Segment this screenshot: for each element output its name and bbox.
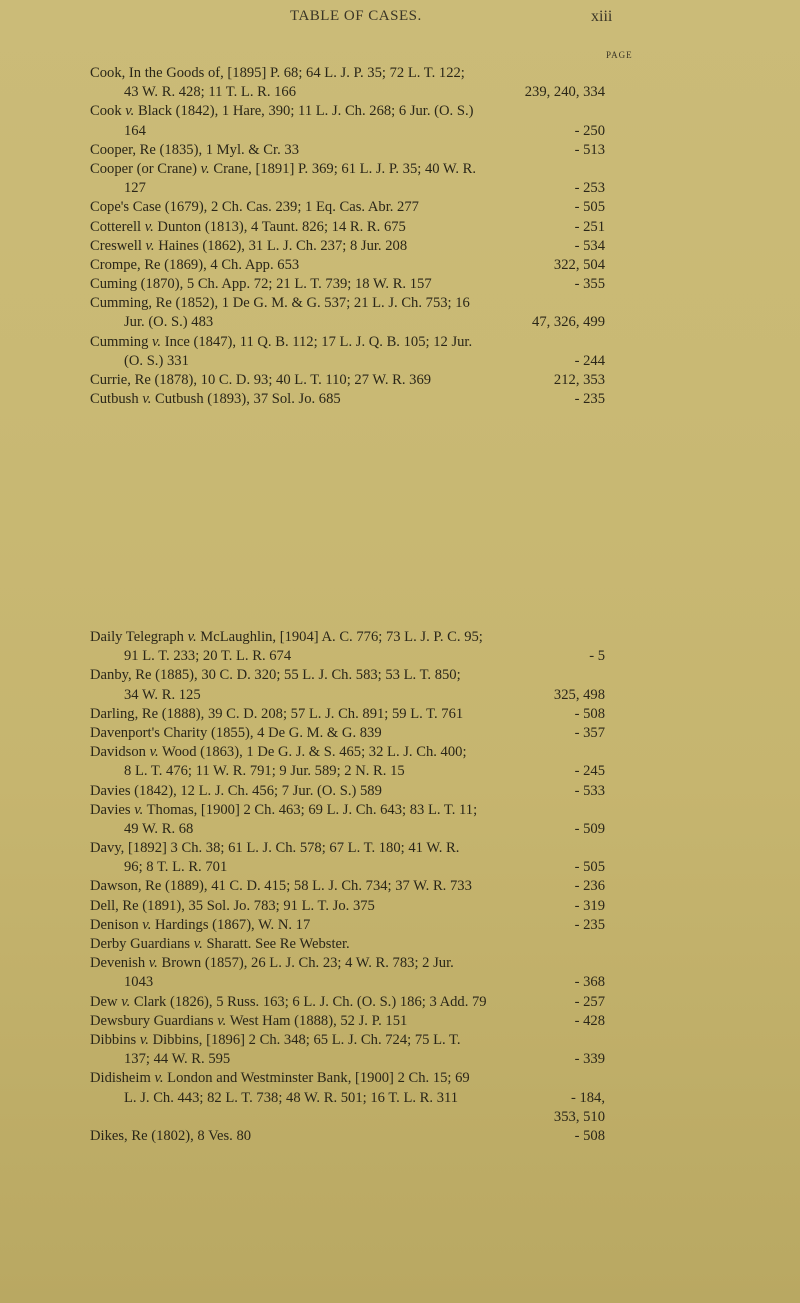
page-reference: - 508 — [574, 1127, 605, 1144]
case-citation-line — [90, 993, 605, 1012]
case-citation-line — [90, 724, 605, 743]
running-title: TABLE OF CASES. — [290, 8, 422, 24]
case-entry — [90, 801, 605, 839]
page-reference: - 235 — [574, 391, 605, 408]
case-citation-line — [90, 390, 605, 409]
case-entry — [90, 275, 605, 294]
case-citation-line — [90, 371, 605, 390]
citation-text: Denison v. Hardings (1867), W. N. 17 — [90, 916, 311, 933]
page-reference: - 339 — [574, 1051, 605, 1068]
case-citation-line — [90, 1031, 600, 1050]
citation-text: Davy, [1892] 3 Ch. 38; 61 L. J. Ch. 578; 67 L. T. 180; 41 W. R. — [90, 840, 460, 857]
case-citation-line — [90, 256, 605, 275]
case-citation-line — [90, 333, 600, 352]
case-entry — [90, 333, 605, 371]
page-reference: - 257 — [574, 993, 605, 1010]
case-citation-continuation — [90, 762, 605, 781]
citation-text: Didisheim v. London and Westminster Bank, [1900] 2 Ch. 15; 69 — [90, 1070, 470, 1087]
case-entry — [90, 839, 605, 877]
case-citation-continuation — [90, 83, 605, 102]
page-reference: - 355 — [574, 276, 605, 293]
case-entry — [90, 218, 605, 237]
citation-text: Cutbush v. Cutbush (1893), 37 Sol. Jo. 685 — [90, 391, 341, 408]
running-head — [0, 8, 800, 32]
page-column-label: PAGE — [606, 50, 633, 60]
citation-text: Currie, Re (1878), 10 C. D. 93; 40 L. T. 110; 27 W. R. 369 — [90, 372, 432, 388]
case-citation-continuation — [90, 122, 605, 141]
citation-text: Dew v. Clark (1826), 5 Russ. 163; 6 L. J. Ch. (O. S.) 186; 3 Add. 79 — [90, 993, 487, 1010]
case-entry — [90, 160, 605, 198]
case-citation-line — [90, 839, 600, 858]
page-reference: - 250 — [574, 122, 605, 139]
case-citation-continuation — [90, 1108, 605, 1127]
citation-text: Crompe, Re (1869), 4 Ch. App. 653 — [90, 256, 300, 273]
citation-text: Cooper (or Crane) v. Crane, [1891] P. 369; 61 L. J. P. 35; 40 W. R. — [90, 160, 477, 177]
citation-text: Dikes, Re (1802), 8 Ves. 80 — [90, 1127, 252, 1144]
case-entry — [90, 237, 605, 256]
case-entry — [90, 897, 605, 916]
case-citation-line — [90, 954, 600, 973]
page-reference: 353, 510 — [553, 1108, 605, 1125]
case-citation-line — [90, 294, 600, 313]
case-citation-line — [90, 705, 605, 724]
case-citation-line — [90, 897, 605, 916]
page-reference: - 508 — [574, 705, 605, 722]
page-reference: 212, 353 — [553, 372, 605, 388]
case-entry — [90, 724, 605, 743]
page-reference: - 357 — [574, 724, 605, 741]
case-citation-line — [90, 141, 605, 160]
page-reference: - 244 — [574, 352, 605, 369]
citation-text: 34 W. R. 125 — [124, 686, 201, 703]
citation-text: Cumming, Re (1852), 1 De G. M. & G. 537; 21 L. J. Ch. 753; 16 — [90, 295, 470, 312]
citation-text: L. J. Ch. 443; 82 L. T. 738; 48 W. R. 501; 16 T. L. R. 311 — [124, 1089, 459, 1106]
citation-text: 49 W. R. 68 — [124, 820, 194, 837]
case-citation-line — [90, 1012, 605, 1031]
page-reference: - 505 — [574, 199, 605, 216]
page-reference: - 533 — [574, 782, 605, 799]
citation-text: Danby, Re (1885), 30 C. D. 320; 55 L. J. Ch. 583; 53 L. T. 850; — [90, 667, 461, 684]
page-reference: - 509 — [574, 820, 605, 837]
case-entry — [90, 198, 605, 217]
page-reference: - 505 — [574, 859, 605, 876]
citation-text: Cope's Case (1679), 2 Ch. Cas. 239; 1 Eq. Cas. Abr. 277 — [90, 199, 419, 216]
case-citation-continuation — [90, 647, 605, 666]
case-citation-continuation — [90, 1089, 605, 1108]
case-citation-line — [90, 1127, 605, 1146]
page-reference: - 251 — [574, 218, 605, 235]
page-reference: - 236 — [574, 878, 605, 895]
citation-text: Creswell v. Haines (1862), 31 L. J. Ch. 237; 8 Jur. 208 — [90, 237, 408, 254]
page-reference: - 319 — [574, 897, 605, 914]
citation-text: Dibbins v. Dibbins, [1896] 2 Ch. 348; 65 L. J. Ch. 724; 75 L. T. — [90, 1031, 461, 1048]
case-citation-line — [90, 102, 600, 121]
citation-text: Jur. (O. S.) 483 — [124, 314, 214, 331]
case-citation-line — [90, 1069, 600, 1088]
case-citation-continuation — [90, 820, 605, 839]
citation-text: 8 L. T. 476; 11 W. R. 791; 9 Jur. 589; 2 N. R. 15 — [124, 763, 405, 780]
case-citation-continuation — [90, 179, 605, 198]
page-reference: - 534 — [574, 237, 605, 254]
case-entry — [90, 141, 605, 160]
citation-text: 137; 44 W. R. 595 — [124, 1051, 231, 1068]
citation-text: Devenish v. Brown (1857), 26 L. J. Ch. 23; 4 W. R. 783; 2 Jur. — [90, 955, 454, 972]
citation-text: Cook, In the Goods of, [1895] P. 68; 64 L. J. P. 35; 72 L. T. 122; — [90, 65, 465, 81]
citation-text: 127 — [124, 180, 146, 197]
page-reference: 239, 240, 334 — [524, 84, 605, 101]
case-citation-line — [90, 160, 600, 179]
page-reference: - 245 — [574, 763, 605, 780]
case-citation-line — [90, 782, 605, 801]
page-reference: 325, 498 — [553, 686, 605, 703]
case-entry — [90, 935, 600, 954]
case-citation-continuation — [90, 352, 605, 371]
citation-text: Davenport's Charity (1855), 4 De G. M. & G. 839 — [90, 724, 382, 741]
case-citation-continuation — [90, 686, 605, 705]
case-entry — [90, 782, 605, 801]
case-entry — [90, 102, 605, 140]
case-citation-continuation — [90, 973, 605, 992]
page-reference: - 428 — [574, 1012, 605, 1029]
citation-text: Davies (1842), 12 L. J. Ch. 456; 7 Jur. (O. S.) 589 — [90, 782, 382, 799]
case-citation-line — [90, 218, 605, 237]
case-citation-line — [90, 628, 600, 647]
section-d-entries — [90, 628, 605, 1146]
case-entry — [90, 1127, 605, 1146]
case-citation-line — [90, 198, 605, 217]
citation-text: 43 W. R. 428; 11 T. L. R. 166 — [124, 84, 297, 101]
citation-text: Darling, Re (1888), 39 C. D. 208; 57 L. J. Ch. 891; 59 L. T. 761 — [90, 705, 464, 722]
case-citation-line — [90, 666, 600, 685]
citation-text: 164 — [124, 122, 146, 139]
citation-text: Cooper, Re (1835), 1 Myl. & Cr. 33 — [90, 141, 299, 158]
case-citation-line — [90, 801, 600, 820]
page-reference: - 513 — [574, 141, 605, 158]
case-citation-continuation — [90, 313, 605, 332]
case-citation-line — [90, 743, 600, 762]
citation-text: 96; 8 T. L. R. 701 — [124, 859, 228, 876]
case-entry — [90, 390, 605, 409]
case-citation-line — [90, 237, 605, 256]
page-reference: - 368 — [574, 974, 605, 991]
citation-text: Davidson v. Wood (1863), 1 De G. J. & S. 465; 32 L. J. Ch. 400; — [90, 744, 467, 761]
case-citation-continuation — [90, 1050, 605, 1069]
citation-text: 91 L. T. 233; 20 T. L. R. 674 — [124, 648, 292, 665]
citation-text: Dell, Re (1891), 35 Sol. Jo. 783; 91 L. T. Jo. 375 — [90, 897, 375, 914]
case-entry — [90, 877, 605, 896]
page-reference: 47, 326, 499 — [532, 314, 605, 331]
citation-text: Cuming (1870), 5 Ch. App. 72; 21 L. T. 739; 18 W. R. 157 — [90, 276, 432, 293]
citation-text: Dewsbury Guardians v. West Ham (1888), 52 J. P. 151 — [90, 1012, 408, 1029]
case-entry — [90, 294, 605, 332]
case-citation-continuation — [90, 858, 605, 877]
case-entry — [90, 666, 605, 704]
case-entry — [90, 916, 605, 935]
case-citation-line — [90, 877, 605, 896]
citation-text: Dawson, Re (1889), 41 C. D. 415; 58 L. J. Ch. 734; 37 W. R. 733 — [90, 878, 472, 895]
citation-text: Daily Telegraph v. McLaughlin, [1904] A. C. 776; 73 L. J. P. C. 95; — [90, 629, 483, 645]
page-reference: - 235 — [574, 916, 605, 933]
case-entry — [90, 705, 605, 724]
citation-text: 1043 — [124, 974, 154, 991]
page-number: xiii — [591, 8, 613, 25]
page-reference: 322, 504 — [553, 256, 605, 273]
citation-text: Cook v. Black (1842), 1 Hare, 390; 11 L. J. Ch. 268; 6 Jur. (O. S.) — [90, 103, 474, 120]
citation-text: Cumming v. Ince (1847), 11 Q. B. 112; 17 L. J. Q. B. 105; 12 Jur. — [90, 333, 473, 350]
case-entry — [90, 256, 605, 275]
page-reference: - 253 — [574, 180, 605, 197]
section-c-entries — [90, 64, 605, 409]
case-entry — [90, 371, 605, 390]
case-citation-line — [90, 916, 605, 935]
case-entry — [90, 1031, 605, 1069]
citation-text: (O. S.) 331 — [124, 352, 189, 369]
citation-text: Derby Guardians v. Sharatt. See Re Webster. — [90, 936, 350, 952]
citation-text: Cotterell v. Dunton (1813), 4 Taunt. 826; 14 R. R. 675 — [90, 218, 406, 235]
case-entry — [90, 993, 605, 1012]
page-reference: - 5 — [589, 648, 605, 665]
case-entry — [90, 743, 605, 781]
case-citation-line — [90, 935, 600, 954]
case-entry — [90, 954, 605, 992]
case-entry — [90, 1012, 605, 1031]
case-entry — [90, 64, 605, 102]
case-citation-line — [90, 64, 600, 83]
case-entry — [90, 1069, 605, 1127]
case-entry — [90, 628, 605, 666]
citation-text: Davies v. Thomas, [1900] 2 Ch. 463; 69 L. J. Ch. 643; 83 L. T. 11; — [90, 801, 478, 818]
page-reference: - 184, — [570, 1089, 605, 1106]
case-citation-line — [90, 275, 605, 294]
